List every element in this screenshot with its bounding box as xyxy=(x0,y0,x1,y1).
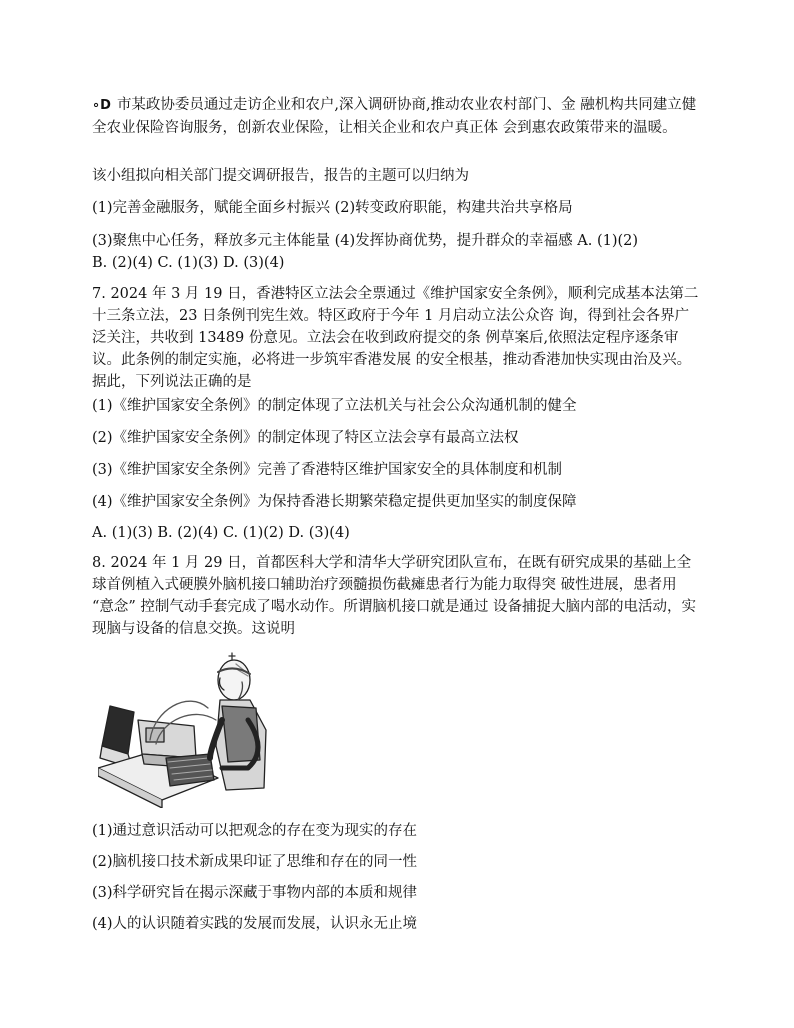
question-6-prompt: 该小组拟向相关部门提交调研报告，报告的主题可以归纳为 xyxy=(92,168,469,184)
question-6-options-line-3: B. (2)(4) C. (1)(3) D. (3)(4) xyxy=(92,255,285,271)
question-6-options-line-1: (1)完善金融服务，赋能全面乡村振兴 (2)转变政府职能，构建共治共享格局 xyxy=(92,200,573,216)
question-6-options-line-2: (3)聚焦中心任务，释放多元主体能量 (4)发挥协商优势，提升群众的幸福感 A. (1)(2) xyxy=(92,233,639,249)
question-7-option-3: (3)《维护国家安全条例》完善了香港特区维护国家安全的具体制度和机制 xyxy=(92,462,563,478)
question-8-option-4: (4)人的认识随着实践的发展而发展，认识永无止境 xyxy=(92,916,418,932)
question-7-stem: 7. 2024 年 3 月 19 日，香港特区立法会全票通过《维护国家安全条例》，顺利完成基本法第二十三条立法，23 日条例刊宪生效。特区政府于今年 1 月启动立法公众咨 询，得到社会各界广泛关注，共收到 13489 份意见。立法会在收到政府提交的条 例草案后,依照法定程序逐条审议。此条例的制定实施，必将进一步筑牢香港发展 的安全根基，推动香港加快实现由治及兴。据此，下列说法正确的是 xyxy=(92,286,699,390)
question-8-option-2: (2)脑机接口技术新成果印证了思维和存在的同一性 xyxy=(92,854,418,870)
question-8-stem: 8. 2024 年 1 月 29 日，首都医科大学和清华大学研究团队宣布，在既有研究成果的基础上全球首例植入式硬膜外脑机接口辅助治疗颈髓损伤截瘫患者行为能力取得突 破性进展，患者用 “意念” 控制气动手套完成了喝水动作。所谓脑机接口就是通过 设备捕捉大脑内部的电活动，实现脑与设备的信息交换。这说明 xyxy=(92,555,697,637)
question-8-option-1: (1)通过意识活动可以把观念的存在变为现实的存在 xyxy=(92,823,418,839)
question-6-stem xyxy=(92,94,702,139)
question-7-answer-choices: A. (1)(3) B. (2)(4) C. (1)(2) D. (3)(4) xyxy=(92,525,350,541)
question-7-option-2: (2)《维护国家安全条例》的制定体现了特区立法会享有最高立法权 xyxy=(92,430,519,446)
question-7-option-4: (4)《维护国家安全条例》为保持香港长期繁荣稳定提供更加坚实的制度保障 xyxy=(92,494,577,510)
question-6-text: 市某政协委员通过走访企业和农户,深入调研协商,推动农业农村部门、金 融机构共同建立健全农业保险咨询服务，创新农业保险，让相关企业和农户真正体 会到惠农政策带来的温暖。 xyxy=(92,97,697,136)
question-6-lead-mark: ∘D xyxy=(92,98,111,113)
question-7-option-1: (1)《维护国家安全条例》的制定体现了立法机关与社会公众沟通机制的健全 xyxy=(92,398,577,414)
question-8-option-3: (3)科学研究旨在揭示深藏于事物内部的本质和规律 xyxy=(92,885,418,901)
brain-computer-interface-illustration xyxy=(98,650,270,808)
